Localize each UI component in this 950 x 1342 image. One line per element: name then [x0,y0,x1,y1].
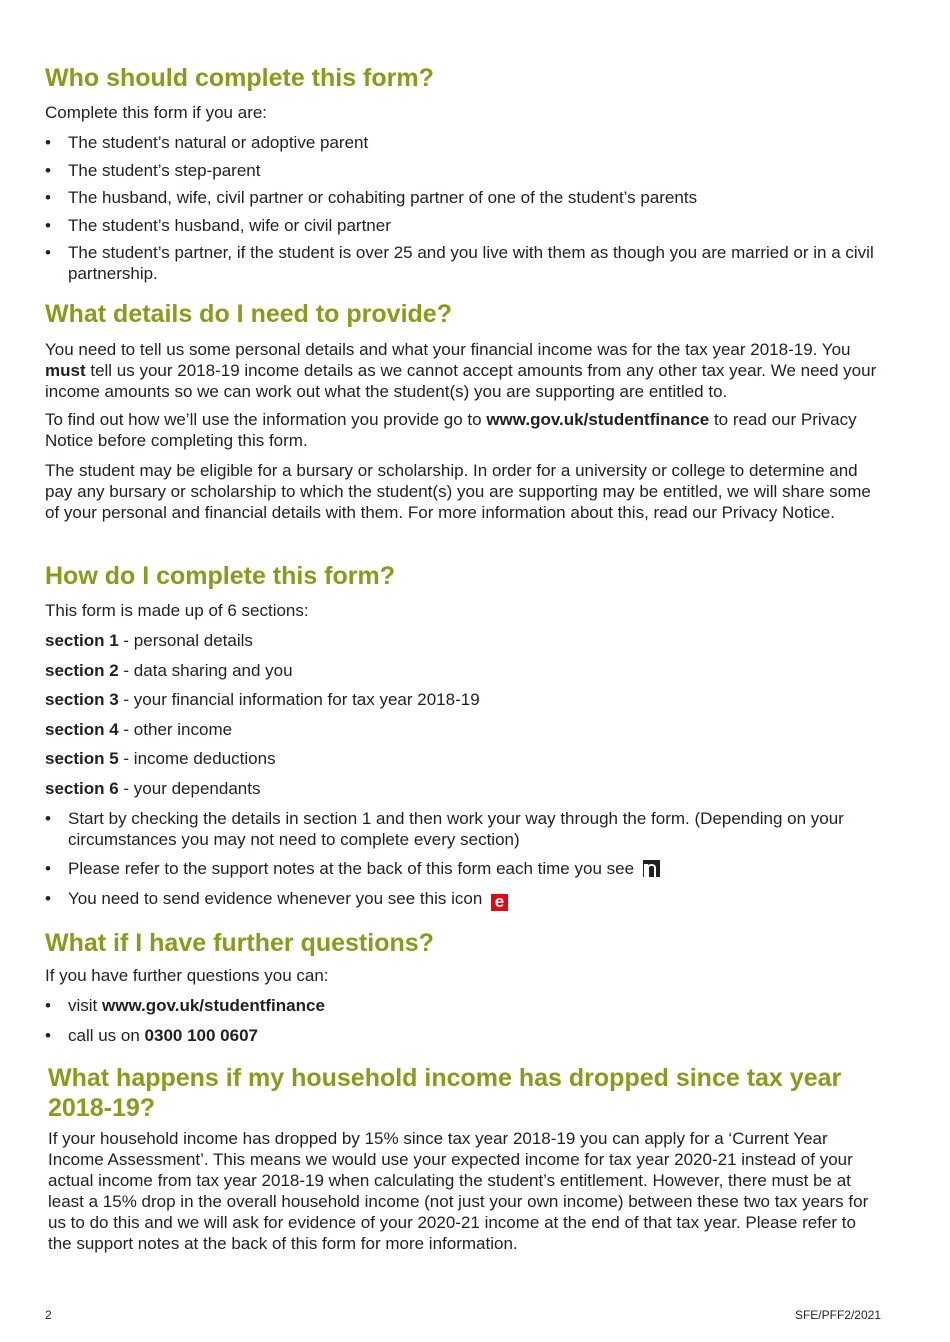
list-item: • The student’s husband, wife or civil partner [45,216,391,235]
section-item: section 2 - data sharing and you [45,661,293,680]
questions-intro: If you have further questions you can: [45,966,329,985]
heading-who-should-complete: Who should complete this form? [45,64,434,92]
list-item: • The husband, wife, civil partner or cohabiting partner of one of the student’s parents [45,188,698,207]
heading-income-dropped: What happens if my household income has dropped since tax year 2018-19? [48,1064,842,1122]
how-intro: This form is made up of 6 sections: [45,601,309,620]
heading-what-details: What details do I need to provide? [45,300,452,328]
list-item: • Start by checking the details in section 1 and then work your way through the form. (Depending on your circumstances you may not need to complete every section) [45,809,844,849]
list-item: • The student’s step-parent [45,161,261,180]
who-intro: Complete this form if you are: [45,103,268,122]
list-item: • call us on 0300 100 0607 [45,1026,258,1045]
studentfinance-link[interactable]: www.gov.uk/studentfinance [102,996,325,1015]
details-paragraph-3: The student may be eligible for a bursary or scholarship. In order for a university or college to determine and pay any bursary or scholarship to which the student(s) you are supporting may be entitled, we will share some of your personal and financial details with them. For more information about this, read our Privacy Notice. [45,461,871,522]
evidence-icon: e [491,894,508,911]
section-item: section 4 - other income [45,720,233,739]
studentfinance-link[interactable]: www.gov.uk/studentfinance [486,410,710,429]
heading-further-questions: What if I have further questions? [45,929,434,957]
section-item: section 6 - your dependants [45,779,261,798]
form-code: SFE/PFF2/2021 [794,1308,881,1322]
list-item: • The student’s natural or adoptive parent [45,133,369,152]
details-paragraph-1: You need to tell us some personal details and what your financial income was for the tax year 2018-19. You must tell us your 2018-19 income details as we cannot accept amounts from any other tax year. We need your income amounts so we can work out what the student(s) you are supporting are entitled to. [45,340,877,401]
section-item: section 1 - personal details [45,631,253,650]
section-item: section 3 - your financial information for tax year 2018-19 [45,690,480,709]
list-item: • The student’s partner, if the student is over 25 and you live with them as though you are married or in a civil partnership. [45,243,874,283]
list-item: • visit www.gov.uk/studentfinance [45,996,325,1015]
page-number: 2 [45,1308,52,1322]
section-item: section 5 - income deductions [45,749,276,768]
notes-icon [643,860,660,877]
list-item: • Please refer to the support notes at the back of this form each time you see [45,858,880,879]
phone-number: 0300 100 0607 [144,1026,258,1045]
heading-how-complete: How do I complete this form? [45,562,396,590]
details-paragraph-2: To find out how we’ll use the information you provide go to www.gov.uk/studentfinance to read our Privacy Notice before completing this form. [45,410,857,450]
list-item: • You need to send evidence whenever you see this icon e [45,888,880,911]
income-dropped-body: If your household income has dropped by 15% since tax year 2018-19 you can apply for a ‘Current Year Income Assessment’. This means we would use your expected income for tax year 2020-21 instead of your actual income from tax year 2018-19 when calculating the student’s entitlement. However, there must be at least a 15% drop in the overall household income (not just your own income) between these two tax years for us to do this and we will ask for evidence of your 2020-21 income at the end of that tax year. Please refer to the support notes at the back of this form for more information. [48,1129,869,1253]
